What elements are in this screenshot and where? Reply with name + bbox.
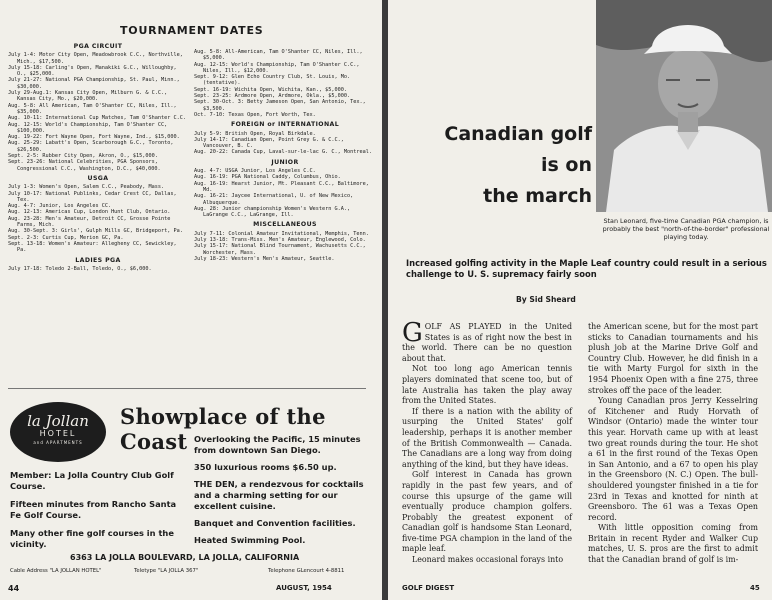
tournament-entry: Aug. 25-29: Labatt's Open, Scarborough G.C., Toronto, $26,500. (8, 140, 174, 153)
ad-right-item: Heated Swimming Pool. (194, 535, 306, 545)
tournament-entry: Aug. 16-19: Hearst Junior, Mt. Pleasant C.C., Baltimore, Md. (194, 180, 369, 193)
tournament-entry: Sept. 13-18: Women's Amateur: Allegheny CC, Sewickley, Pa. (8, 240, 177, 254)
tournament-entry: Aug. 16-21: Jaycee International, U. of New Mexico, Albuquerque. (194, 193, 354, 206)
left-page-number: 44 (8, 584, 20, 593)
tournament-entry: Sept. 9-12: Glen Echo Country Club, St. Louis, Mo. (tentative). (194, 74, 351, 87)
ad-left-item: Fifteen minutes from Rancho Santa Fe Golf Course. (10, 499, 177, 520)
paragraph: With little opposition coming from Britain in recent Ryder and Walker Cup matches, U. S. pros are the first to admit that the Canadian brand of golf is im- (588, 523, 758, 565)
headline-line-2: is on (540, 154, 592, 176)
tournament-entry: Aug. 16-19: PGA National Caddy, Columbus, Ohio. (194, 174, 341, 181)
logo-sub: and APARTMENTS (33, 440, 83, 445)
tournament-entry: July 1-4: Motor City Open, Meadowbrook C.C., Northville, Mich., $17,500. (8, 52, 183, 65)
tournament-entry: Oct. 7-10: Texas Open, Fort Worth, Tex. (194, 111, 316, 118)
ad-right-item: THE DEN, a rendezvous for cocktails and a charming setting for our excellent cuisine. (194, 479, 364, 511)
tournament-entry: Sept. 2-5: Rubber City Open, Akron, O., $15,000. (8, 153, 158, 160)
section-divider (8, 388, 366, 389)
ladies-list (8, 266, 188, 272)
rc-list (194, 49, 376, 118)
foreign-list (194, 131, 376, 156)
right-page (388, 0, 772, 600)
paragraph: If there is a nation with the ability of usurping the United States' golf leadership, perhaps it is another member of the British Commonwealth — Canada. The Canadians are a long way from doing anything of the kind, but they have ideas. (402, 406, 572, 469)
tournament-entry: July 15-17: National Blind Tournament, Wachusetts C.C., Worchester, Mass. (194, 243, 366, 256)
ad-telephone: Telephone GLencourt 4-8811 (268, 568, 345, 574)
paragraph: Young Canadian pros Jerry Kesselring of Kitchener and Rudy Horvath of Windsor (Ontario) made the winter tour this year. Horvath came up with at least two great rounds during the tour. He shot a 61 in the first round of the Texas Open in San Antonio, and a 67 to open his play in the Greensboro (N. C.) Open. The bull-shouldered youngster finished in a tie for 23rd in Texas and knotted for ninth at Greensboro. The 61 was a Texas Open record. (588, 396, 758, 522)
logo-name: la Jollan (27, 412, 89, 430)
golfer-portrait-illustration (596, 0, 772, 212)
foreign-heading: FOREIGN or INTERNATIONAL (230, 121, 340, 129)
tournament-entry: July 13-18: Trans-Miss. Men's Amateur, Englewood, Colo. (194, 237, 366, 244)
tournament-entry: Aug. 12-13: Americas Cup, London Hunt Club, Ontario. (8, 209, 171, 216)
tournament-entry: July 1-3: Women's Open, Salem C.C., Peabody, Mass. (8, 184, 165, 191)
article-column-1 (402, 318, 572, 566)
tournament-column-left (8, 40, 188, 272)
ad-right-item: Banquet and Convention facilities. (194, 518, 356, 528)
tournament-entry: Aug. 20-22: Canada Cup, Laval-sur-le-lac G. C., Montreal. (194, 149, 373, 156)
tournament-entry: July 5-9: British Open, Royal Birkdale. (194, 130, 316, 137)
tournament-dates-title: TOURNAMENT DATES (120, 24, 264, 37)
tournament-entry: Aug. 5-8: All-American, Tam O'Shanter CC, Niles, Ill., $5,000. (194, 49, 363, 62)
ad-address: 6363 LA JOLLA BOULEVARD, LA JOLLA, CALIFORNIA (70, 553, 300, 562)
tournament-entry: Aug. 4-7: Junior, Los Angeles CC. (8, 203, 112, 210)
paragraph: Not too long ago American tennis players dominated that scene too, but of late Australia has taken the play away from the United States. (402, 364, 572, 406)
headline-line-3: the march (483, 185, 592, 207)
magazine-name: GOLF DIGEST (402, 584, 455, 592)
miscellaneous-heading: MISCELLANEOUS (253, 221, 317, 229)
ad-cable: Cable Address "LA JOLLAN HOTEL" (10, 568, 102, 574)
pga-circuit-heading: PGA CIRCUIT (73, 43, 123, 50)
tournament-entry: Sept. 30-Oct. 3: Betty Jameson Open, San Antonio, Tex., $3,500. (194, 99, 366, 112)
left-page (0, 0, 382, 600)
ad-headline: Showplace of the Coast (120, 404, 326, 454)
article-column-2 (588, 322, 758, 566)
tournament-entry: July 21-27: National PGA Championship, St. Paul, Minn., $30,000. (8, 77, 180, 90)
headline-line-1: Canadian golf (444, 123, 592, 145)
paragraph: Golf interest in Canada has grown rapidly in the past few years, and of course this upsurge of the game will eventually produce champion golfers. Probably the greatest exponent of Canadian golf is handsome Stan Leonard, five-time PGA champion in the land of the maple leaf. (402, 470, 572, 554)
tournament-entry: Aug. 19-22: Fort Wayne Open, Fort Wayne, Ind., $15,000. (8, 134, 180, 141)
right-page-number: 45 (750, 584, 760, 592)
paragraph-text: OLF AS PLAYED in the United States is as of right now the best in the world. There can be no question about that. (402, 322, 572, 363)
junior-heading: JUNIOR (271, 158, 299, 166)
ad-teletype: Teletype "LA JOLLA 367" (134, 568, 199, 574)
tournament-entry: July 29-Aug.1: Kansas City Open, Milburn G. & C.C., Kansas City, Mo., $20,000. (8, 90, 168, 103)
tournament-column-right (194, 49, 376, 262)
tournament-entry: Aug. 28: Junior championship Women's Western G.A., LaGrange C.C., LaGrange, Ill. (194, 205, 351, 219)
issue-date: AUGUST, 1954 (276, 584, 332, 592)
tournament-entry: July 7-11: Colonial Amateur Invitational, Memphis, Tenn. (194, 230, 369, 237)
tournament-entry: Aug. 23-28: Men's Amateur, Detroit CC, Grosse Pointe Farms, Mich. (8, 215, 171, 229)
tournament-entry: July 18-23: Western's Men's Amateur, Seattle. (194, 255, 335, 262)
stan-leonard-photo (596, 0, 772, 212)
drop-cap: G (402, 318, 423, 348)
misc-list (194, 231, 376, 262)
paragraph: Leonard makes occasional forays into (412, 555, 564, 565)
tournament-entry: Aug. 12-15: World's Championship, Tam O'Shanter CC, $100,000. (8, 121, 168, 134)
usga-heading: USGA (87, 174, 109, 182)
pga-list (8, 52, 188, 172)
ad-right-item: Overlooking the Pacific, 15 minutes from downtown San Diego. (194, 434, 361, 455)
ad-left-item: Many other fine golf courses in the vicinity. (10, 528, 174, 549)
ad-right-item: 350 luxurious rooms $6.50 up. (194, 462, 337, 472)
ladies-pga-heading: LADIES PGA (75, 256, 121, 264)
paragraph: the American scene, but for the most part sticks to Canadian tournaments and his plush job at the Marine Drive Golf and Country Club. However, he did finish in a tie with Marty Furgol for sixth in the 1954 Phoenix Open with a fine 275, three strokes off the pace of the leader. (588, 322, 758, 395)
logo-hotel: HOTEL (39, 429, 77, 438)
tournament-entry: Sept. 23-25: Ardmore Open, Ardmore, Okla., $5,000. (194, 93, 351, 100)
photo-caption: Stan Leonard, five-time Canadian PGA champion, is probably the best "north-of-the-border" professional playing today. (602, 217, 770, 241)
tournament-entry: July 17-18: Toledo 2-Ball, Toledo, O., $6,000. (8, 265, 152, 272)
ad-right-items (194, 434, 372, 546)
usga-list (8, 184, 188, 253)
tournament-entry: July 10-17: National Publinks, Cedar Crest CC, Dallas, Tex. (8, 190, 177, 203)
tournament-entry: Sept. 23-26: National Celebrities, PGA Sponsors, Congressional C.C., Washington, D.C., $40,000. (8, 159, 161, 172)
tournament-entry: July 14-17: Canadian Open, Point Grey G. & C.C., Vancouver, B. C. (194, 136, 344, 150)
tournament-entry: Aug. 5-8: All American, Tam O'Shanter CC, Niles, Ill., $35,000. (8, 102, 177, 115)
tournament-entry: Sept. 16-19: Wichita Open, Wichita, Kan., $5,000. (194, 86, 348, 93)
la-jollan-logo (10, 402, 106, 462)
tournament-entry: Aug. 4-7: USGA Junior, Los Angeles C.C. (194, 168, 316, 175)
paragraph (402, 318, 572, 364)
tournament-entry: July 15-18: Carling's Open, Manakiki G.C., Willoughby, O., $25,000. (8, 64, 177, 78)
tournament-entry: Aug. 10-11: International Cup Matches, Tam O'Shanter C.C. (8, 115, 187, 122)
junior-list (194, 168, 376, 218)
tournament-entry: Aug. 30-Sept. 3: Girls', Gulph Mills GC, Bridgeport, Pa. (8, 228, 183, 235)
tournament-entry: Aug. 12-15: World's Championship, Tam O'Shanter C.C., Niles, Ill., $12,000. (194, 61, 360, 74)
article-dek: Increased golfing activity in the Maple Leaf country could result in a serious challenge to U. S. supremacy fairly soon (406, 258, 767, 279)
ad-left-items (10, 470, 186, 550)
tournament-entry: Sept. 2-3: Curtis Cup, Merion GC, Pa. (8, 234, 124, 241)
ad-left-item: Member: La Jolla Country Club Golf Course. (10, 470, 174, 491)
byline: By Sid Sheard (516, 295, 576, 304)
